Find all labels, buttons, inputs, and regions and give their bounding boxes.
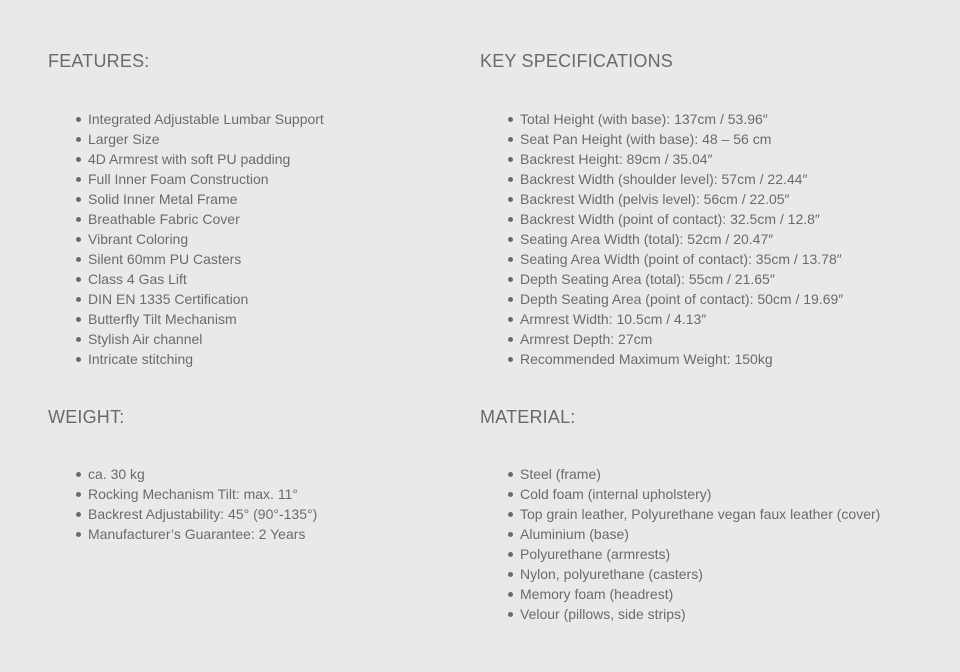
specification-item: Depth Seating Area (point of contact): 50cm / 19.69″ [507,289,843,309]
specification-item: Backrest Width (point of contact): 32.5cm / 12.8″ [507,209,843,229]
feature-item: Silent 60mm PU Casters [75,249,324,269]
feature-item: Full Inner Foam Construction [75,169,324,189]
specification-item: Backrest Width (pelvis level): 56cm / 22.05″ [507,189,843,209]
material-item: Velour (pillows, side strips) [507,604,880,624]
specification-item: Seat Pan Height (with base): 48 – 56 cm [507,129,843,149]
weight-item: Backrest Adjustability: 45° (90°-135°) [75,504,317,524]
specification-item: Armrest Width: 10.5cm / 4.13″ [507,309,843,329]
material-item: Nylon, polyurethane (casters) [507,564,880,584]
feature-item: Stylish Air channel [75,329,324,349]
material-item: Steel (frame) [507,464,880,484]
weight-list [75,464,317,544]
specifications-list [507,109,843,369]
material-item: Polyurethane (armrests) [507,544,880,564]
weight-heading: WEIGHT: [48,407,125,427]
material-item: Top grain leather, Polyurethane vegan faux leather (cover) [507,504,880,524]
features-heading: FEATURES: [48,51,150,71]
specification-item: Total Height (with base): 137cm / 53.96″ [507,109,843,129]
material-section [480,406,920,622]
specification-item: Armrest Depth: 27cm [507,329,843,349]
weight-item: Manufacturer’s Guarantee: 2 Years [75,524,317,544]
features-list [75,109,324,369]
specification-item: Backrest Height: 89cm / 35.04″ [507,149,843,169]
weight-section [48,406,488,542]
weight-item: Rocking Mechanism Tilt: max. 11° [75,484,317,504]
specification-item: Backrest Width (shoulder level): 57cm / 22.44″ [507,169,843,189]
feature-item: Butterfly Tilt Mechanism [75,309,324,329]
specification-item: Seating Area Width (point of contact): 35cm / 13.78″ [507,249,843,269]
material-heading: MATERIAL: [480,407,576,427]
material-item: Aluminium (base) [507,524,880,544]
key-specifications-section [480,50,920,367]
feature-item: Vibrant Coloring [75,229,324,249]
feature-item: 4D Armrest with soft PU padding [75,149,324,169]
feature-item: Integrated Adjustable Lumbar Support [75,109,324,129]
feature-item: Solid Inner Metal Frame [75,189,324,209]
specification-item: Recommended Maximum Weight: 150kg [507,349,843,369]
feature-item: DIN EN 1335 Certification [75,289,324,309]
key-specifications-heading: KEY SPECIFICATIONS [480,51,673,71]
features-section [48,50,488,367]
material-item: Memory foam (headrest) [507,584,880,604]
feature-item: Larger Size [75,129,324,149]
feature-item: Breathable Fabric Cover [75,209,324,229]
material-item: Cold foam (internal upholstery) [507,484,880,504]
weight-item: ca. 30 kg [75,464,317,484]
feature-item: Intricate stitching [75,349,324,369]
feature-item: Class 4 Gas Lift [75,269,324,289]
specification-item: Seating Area Width (total): 52cm / 20.47″ [507,229,843,249]
material-list [507,464,880,624]
specification-item: Depth Seating Area (total): 55cm / 21.65″ [507,269,843,289]
